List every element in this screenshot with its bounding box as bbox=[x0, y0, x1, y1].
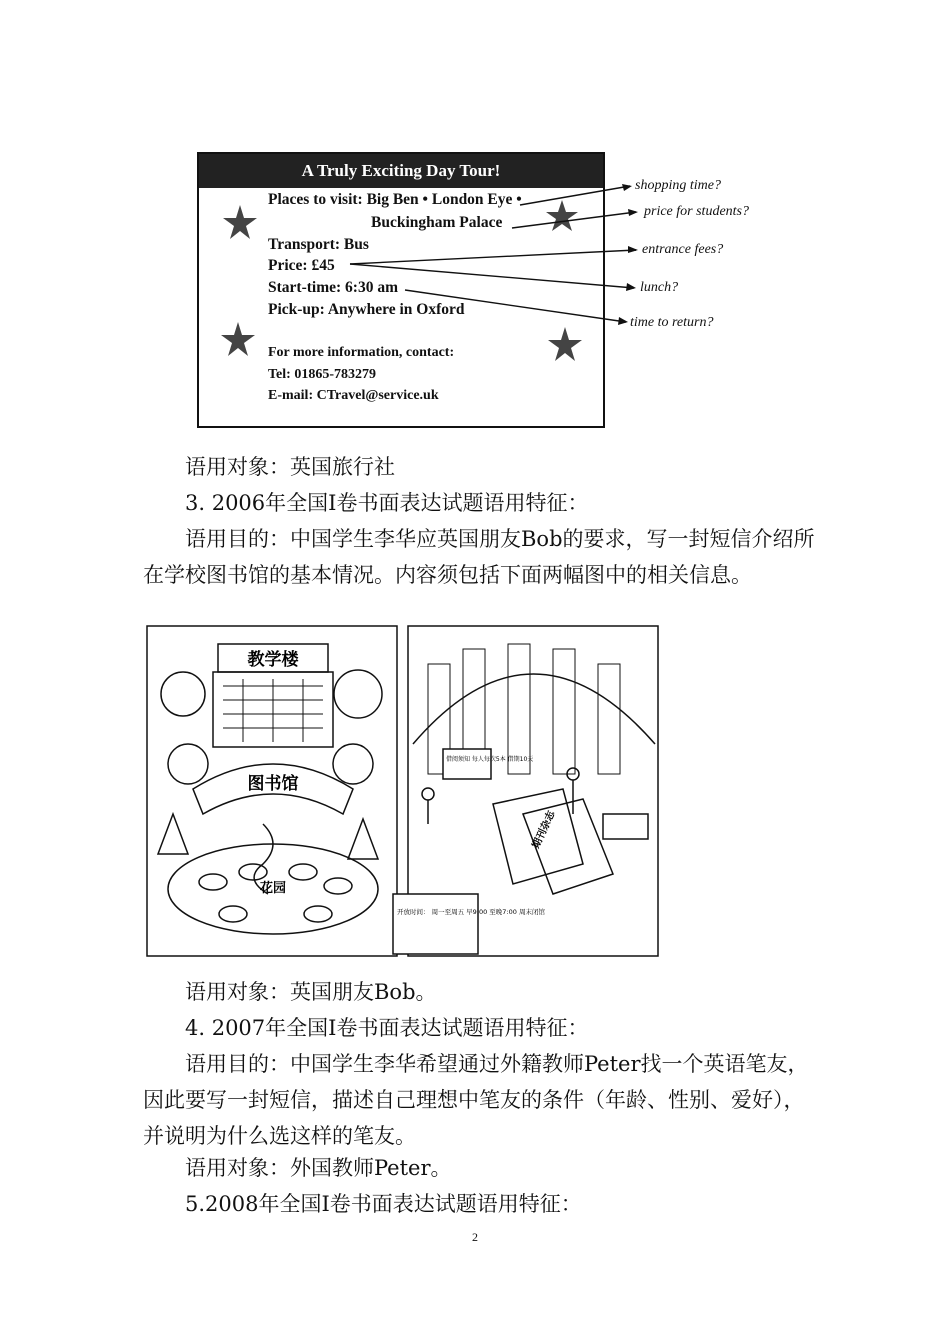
ad-transport: Transport: Bus bbox=[268, 236, 369, 253]
label-teaching-building: 教学楼 bbox=[247, 650, 299, 670]
ad-tel: Tel: 01865-783279 bbox=[268, 367, 376, 382]
opening-hours-sign: 开放时间： 周一至周五 早9:00 至晚7:00 周末闭馆 bbox=[397, 908, 545, 916]
ad-places-2: Buckingham Palace bbox=[371, 214, 503, 231]
paragraph: 5.2008年全国I卷书面表达试题语用特征： bbox=[185, 1192, 582, 1216]
paragraph: 3. 2006年全国I卷书面表达试题语用特征： bbox=[185, 491, 589, 515]
note-price-for-students: price for students? bbox=[644, 204, 749, 219]
ad-decorations bbox=[0, 0, 950, 440]
ad-title: A Truly Exciting Day Tour! bbox=[199, 154, 603, 188]
library-rules-sign: 借阅须知 每人每次5本 借期10天 bbox=[446, 756, 534, 763]
ad-start-time: Start-time: 6:30 am bbox=[268, 279, 398, 296]
paragraph: 语用目的：中国学生李华希望通过外籍教师Peter找一个英语笔友，因此要写一封短信，描述自己理想中笔友的条件（年龄、性别、爱好），并说明为什么选这样的笔友。 bbox=[143, 1052, 809, 1148]
note-shopping-time: shopping time? bbox=[635, 178, 721, 193]
ad-places-1: Places to visit: Big Ben • London Eye • bbox=[268, 191, 522, 208]
ad-contact: For more information, contact: bbox=[268, 345, 455, 360]
paragraph: 语用对象：外国教师Peter。 bbox=[185, 1156, 452, 1180]
note-entrance-fees: entrance fees? bbox=[642, 242, 724, 257]
ad-price: Price: £45 bbox=[268, 257, 335, 274]
note-lunch: lunch? bbox=[640, 280, 679, 295]
star-icon bbox=[223, 205, 257, 239]
star-icons bbox=[221, 200, 582, 361]
paragraph: 语用对象：英国旅行社 bbox=[185, 455, 395, 479]
label-library: 图书馆 bbox=[247, 774, 299, 794]
star-icon bbox=[548, 327, 582, 361]
ad-pickup: Pick-up: Anywhere in Oxford bbox=[268, 301, 465, 318]
paragraph: 语用对象：英国朋友Bob。 bbox=[185, 980, 437, 1004]
star-icon bbox=[546, 200, 578, 231]
paragraph: 4. 2007年全国I卷书面表达试题语用特征： bbox=[185, 1016, 589, 1040]
page-number: 2 bbox=[472, 1230, 478, 1244]
note-time-to-return: time to return? bbox=[630, 315, 714, 330]
star-icon bbox=[221, 322, 255, 356]
label-periodicals: 期刊杂志 bbox=[530, 809, 558, 851]
label-garden: 花园 bbox=[259, 881, 287, 896]
library-illustration bbox=[143, 624, 661, 960]
paragraph: 语用目的：中国学生李华应英国朋友Bob的要求，写一封短信介绍所在学校图书馆的基本情况。内容须包括下面两幅图中的相关信息。 bbox=[143, 527, 815, 587]
ad-email: E-mail: CTravel@service.uk bbox=[268, 388, 439, 403]
